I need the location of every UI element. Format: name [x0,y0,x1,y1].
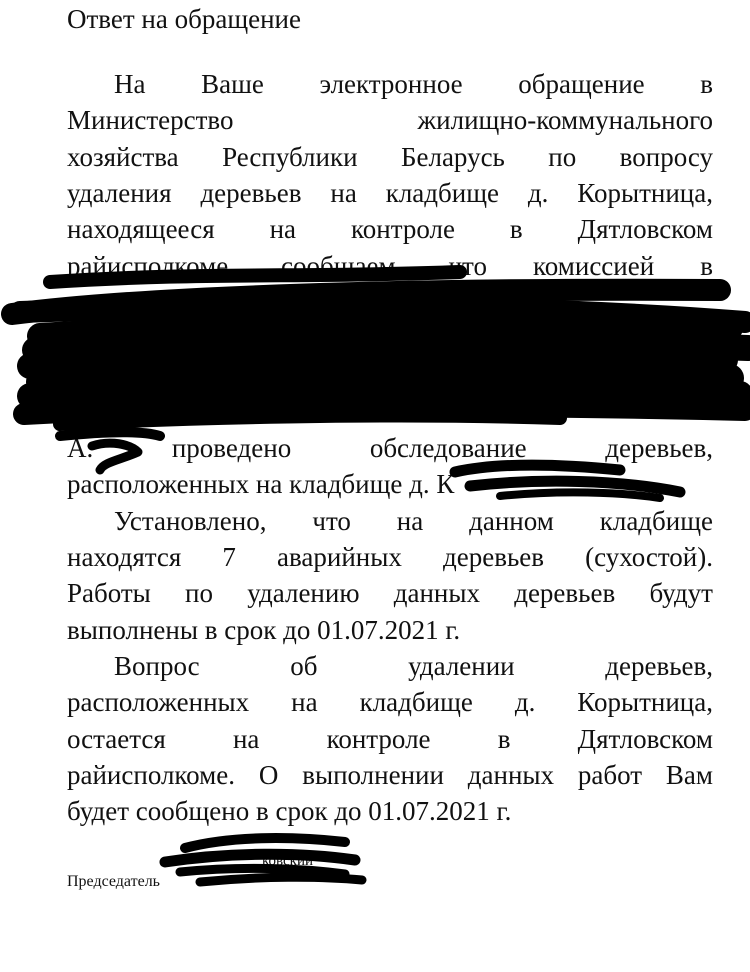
redaction-scribble [30,356,725,366]
paragraph-line: выполнены в срок до 01.07.2021 г. [67,615,461,645]
paragraph-line: Вопрос об удалении деревьев, [114,651,713,681]
redaction-scribble [35,344,748,350]
redaction-scribble [40,323,730,336]
paragraph-line: будет сообщено в срок до 01.07.2021 г. [67,796,512,826]
paragraph-line: Работы по удалению данных деревьев будут [67,578,713,608]
paragraph-line: находятся 7 аварийных деревьев (сухостой). [67,542,713,572]
signature-title: Председатель [67,873,160,890]
redaction-scribble [12,290,720,314]
paragraph-line: А. проведено обследование деревьев, [67,433,713,463]
redaction-scribble [60,416,560,424]
paragraph-line: расположенных на кладбище д. К [67,469,455,499]
redaction-scribble [20,307,745,322]
redaction-scribble [24,406,745,414]
paragraph-line: райисполкоме. О выполнении данных работ Вам [67,760,713,790]
document-title: Ответ на обращение [67,4,301,34]
paragraph-line: На Ваше электронное обращение в [114,69,713,99]
paragraph-line: райисполкоме, сообщаем, что комиссией в [67,251,713,281]
paragraph-line: удаления деревьев на кладбище д. Корытница, [67,178,713,208]
redaction-scribble [30,387,740,396]
paragraph-line: находящееся на контроле в Дятловском [67,214,713,244]
redaction-scribble [165,854,355,862]
redaction-scribble [185,838,345,848]
redaction-scribble [40,374,730,382]
paragraph-line: расположенных на кладбище д. Корытница, [67,687,713,717]
redaction-scribble [200,877,362,882]
paragraph-line: Установлено, что на данном кладбище [114,506,713,536]
paragraph-line: хозяйства Республики Беларусь по вопросу [67,142,713,172]
paragraph-line: Министерство жилищно-коммунального [67,105,713,135]
paragraph-line: остается на контроле в Дятловском [67,724,713,754]
signature-name: ковский [262,853,314,869]
